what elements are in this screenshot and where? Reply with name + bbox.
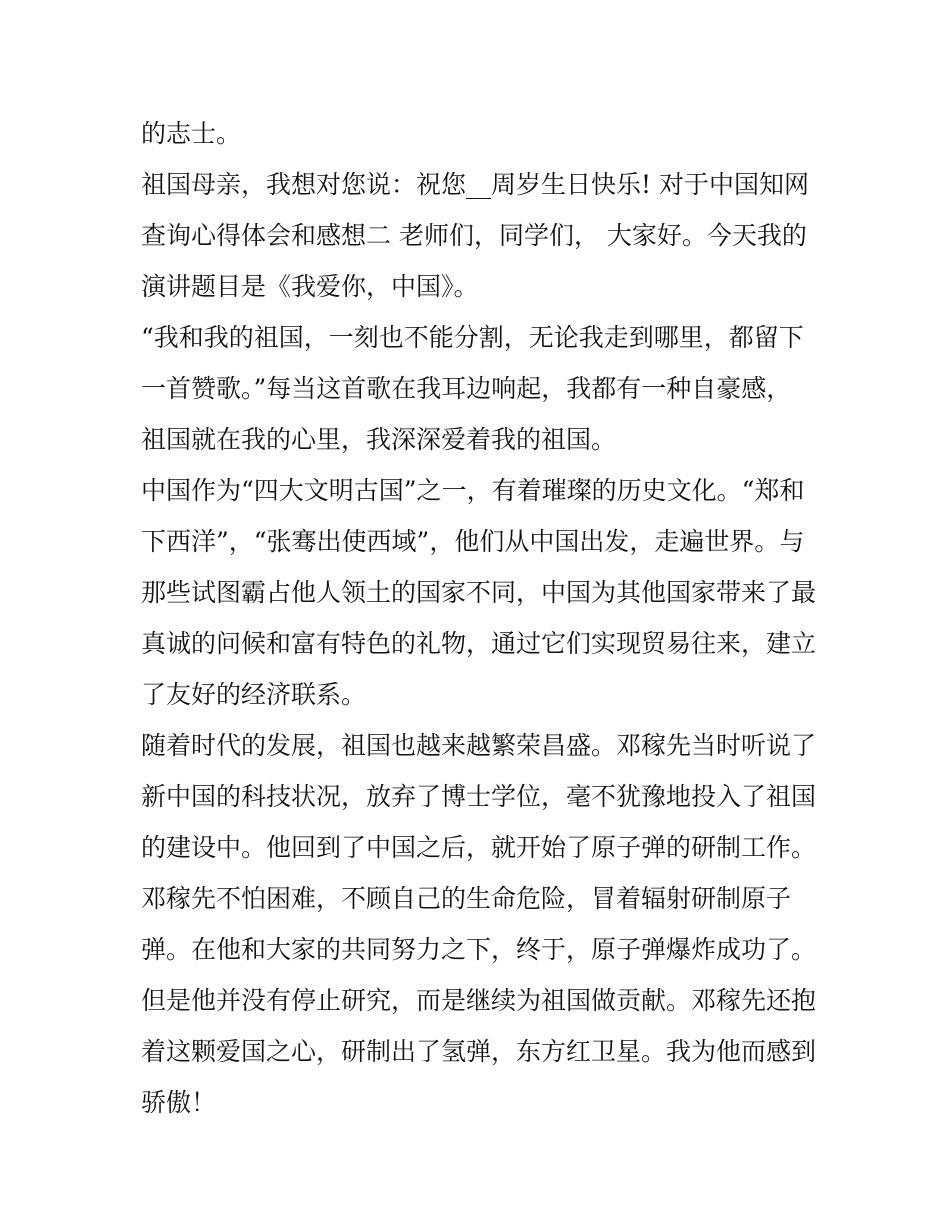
text-line: 骄傲！ (141, 1088, 217, 1117)
text-line: 弹。在他和大家的共同努力之下，终于，原子弹爆炸成功了。 (141, 935, 817, 964)
document-body (141, 108, 821, 1128)
text-line: 查询心得体会和感想二 老师们，同学们， 大家好。今天我的 (141, 221, 807, 250)
text-line: 的志士。 (141, 119, 242, 148)
text-line: 但是他并没有停止研究，而是继续为祖国做贡献。邓稼先还抱 (141, 986, 817, 1015)
text-line: 一首赞歌。”每当这首歌在我耳边响起，我都有一种自豪感， (141, 374, 792, 403)
text-line: 那些试图霸占他人领土的国家不同，中国为其他国家带来了最 (141, 578, 817, 607)
text-line: 着这颗爱国之心，研制出了氢弹，东方红卫星。我为他而感到 (141, 1037, 817, 1066)
text-line: 下西洋”，“张骞出使西域”，他们从中国出发，走遍世界。与 (141, 527, 805, 556)
text-line: 中国作为“四大文明古国”之一，有着璀璨的历史文化。“郑和 (141, 476, 805, 505)
text-line: 邓稼先不怕困难，不顾自己的生命危险，冒着辐射研制原子 (141, 884, 792, 913)
text-line: 的建设中。他回到了中国之后，就开始了原子弹的研制工作。 (141, 833, 817, 862)
text-line: 随着时代的发展，祖国也越来越繁荣昌盛。邓稼先当时听说了 (141, 731, 817, 760)
text-line: 真诚的问候和富有特色的礼物，通过它们实现贸易往来，建立 (141, 629, 817, 658)
text-line: 祖国就在我的心里，我深深爱着我的祖国。 (141, 425, 617, 454)
text-line: 演讲题目是《我爱你，中国》。 (141, 272, 479, 301)
text-line: 新中国的科技状况，放弃了博士学位，毫不犹豫地投入了祖国 (141, 782, 817, 811)
text-line: 了友好的经济联系。 (141, 680, 367, 709)
text-line: 祖国母亲，我想对您说：祝您__周岁生日快乐! 对于中国知网 (141, 170, 809, 199)
text-line: “我和我的祖国，一刻也不能分割，无论我走到哪里，都留下 (141, 323, 804, 352)
